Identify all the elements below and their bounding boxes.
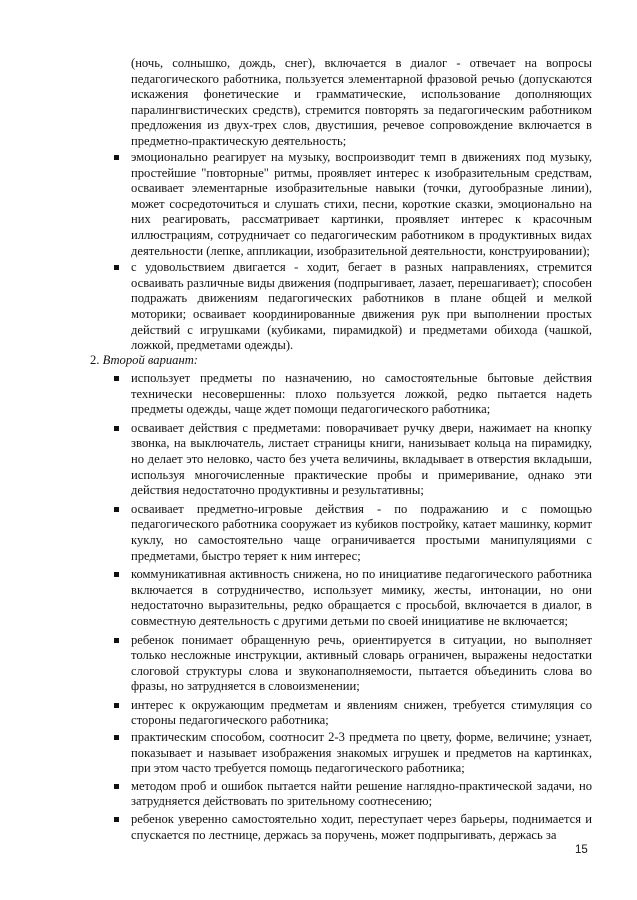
list-item-text: методом проб и ошибок пытается найти решение наглядно-практической задачи, но затрудняется действовать по зрительному соотнесению;	[131, 778, 592, 809]
square-bullet-icon	[114, 817, 119, 822]
square-bullet-icon	[114, 784, 119, 789]
list-item-text: эмоционально реагирует на музыку, воспроизводит темп в движениях под музыку, простейшие "повторные" ритмы, проявляет интерес к изобразительным средствам, осваивает элементарные изобразительные навыки (точки, дугообразные линии), может сосредоточиться и слушать стихи, песни, короткие сказки, эмоционально на них реагировать, рассматривает картинки, проявляет интерес к красочным иллюстрациям, сотрудничает со педагогическим работником в продуктивных видах деятельности (лепке, аппликации, изобразительной деятельности, конструировании);	[131, 150, 592, 258]
list-item-text: осваивает предметно-игровые действия - по подражанию и с помощью педагогического работника сооружает из кубиков постройку, катает машинку, кормит куклу, но самостоятельно чаще ограничивается простыми манипуляциями с предметами, быстро теряет к ним интерес;	[131, 501, 592, 563]
square-bullet-icon	[114, 572, 119, 577]
list-item-text: ребенок уверенно самостоятельно ходит, переступает через барьеры, поднимается и спускается по лестнице, держась за поручень, может подпрыгивать, держась за	[131, 811, 592, 842]
list-item-text: ребенок понимает обращенную речь, ориентируется в ситуации, но выполняет только несложные инструкции, активный словарь ограничен, выражены недостатки слоговой структуры слова и звуконаполняемости, пытается объединить слова во фразы, но затрудняется в словоизменении;	[131, 632, 592, 694]
list-item	[0, 260, 637, 354]
section-number: 2.	[90, 353, 100, 367]
list-item-text: использует предметы по назначению, но самостоятельные бытовые действия технически несовершенны: плохо пользуется ложкой, редко пытается надеть предметы одежды, чаще ждет помощи педагогического работника;	[131, 371, 592, 417]
bullet-list-second-variant	[0, 371, 637, 729]
section-title: Второй вариант:	[102, 353, 198, 367]
list-item	[0, 812, 637, 843]
list-item-text: коммуникативная активность снижена, но по инициативе педагогического работника включается в сотрудничество, использует мимику, жесты, интонации, но они недостаточно выразительны, редко обращается с просьбой, включается в диалог, в совместную деятельность с другими детьми по своей инициативе не включается;	[131, 567, 592, 628]
list-item-text: осваивает действия с предметами: поворачивает ручку двери, нажимает на кнопку звонка, на выключатель, листает страницы книги, нанизывает кольца на пирамидку, но делает это неловко, часто без учета величины, вкладывает в отверстия вкладыши, используя многочисленные практические пробы и примеривание, однако эти действия недостаточно продуктивны и результативны;	[131, 420, 592, 498]
list-item	[0, 567, 637, 629]
bullet-list-continued	[0, 730, 637, 843]
list-item-text: с удовольствием двигается - ходит, бегает в разных направлениях, стремится осваивать различные виды движения (подпрыгивает, лазает, перешагивает); способен подражать движениям педагогических работников в плане общей и мелкой моторики; осваивает координированные движения рук при выполнении простых действий с игрушками (кубиками, пирамидкой) и предметами обихода (чашкой, ложкой, предметами одежды).	[131, 260, 592, 353]
square-bullet-icon	[114, 265, 119, 270]
list-item	[0, 502, 637, 564]
square-bullet-icon	[114, 155, 119, 160]
square-bullet-icon	[114, 638, 119, 643]
list-item	[0, 371, 637, 418]
square-bullet-icon	[114, 735, 119, 740]
list-item-text: интерес к окружающим предметам и явлениям снижен, требуется стимуляция со стороны педагогического работника;	[131, 697, 592, 728]
square-bullet-icon	[114, 376, 119, 381]
continuation-paragraph	[131, 56, 592, 150]
bullet-list-first-variant	[0, 150, 637, 354]
list-item-text: практическим способом, соотносит 2-3 предмета по цвету, форме, величине; узнает, показывает и называет изображения знакомых игрушек и предметов на картинках, при этом часто требуется помощь педагогического работника;	[131, 730, 592, 776]
list-item	[0, 698, 637, 729]
square-bullet-icon	[114, 507, 119, 512]
section-heading-second-variant	[90, 353, 198, 369]
list-item	[0, 730, 637, 777]
list-item	[0, 779, 637, 810]
page-number: 15	[575, 844, 588, 856]
square-bullet-icon	[114, 703, 119, 708]
list-item	[0, 633, 637, 695]
list-item	[0, 421, 637, 499]
square-bullet-icon	[114, 426, 119, 431]
list-item	[0, 150, 637, 259]
continuation-text: (ночь, солнышко, дождь, снег), включается в диалог - отвечает на вопросы педагогического работника, пользуется элементарной фразовой речью (допускаются искажения фонетические и грамматические, использование дополняющих паралингвистических средств), стремится повторять за педагогическим работником предложения из двух-трех слов, двустишия, речевое сопровождение включается в предметно-практическую деятельность;	[131, 56, 592, 148]
